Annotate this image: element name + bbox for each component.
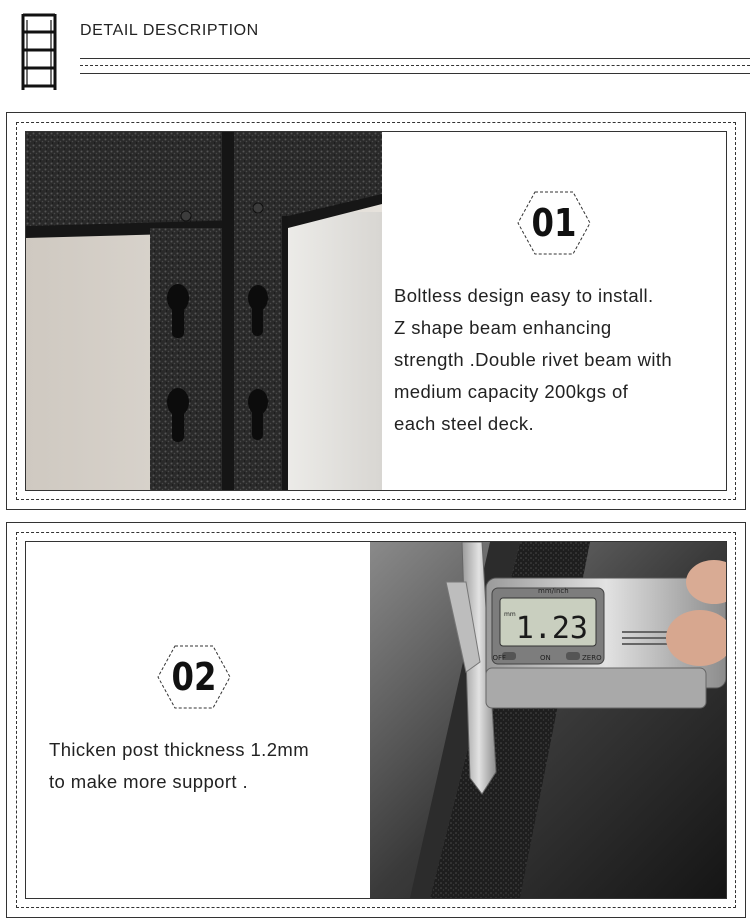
- detail-description: Thicken post thickness 1.2mm to make more support .: [49, 739, 310, 792]
- step-number-badge: [156, 644, 232, 710]
- on-label: ON: [540, 654, 551, 662]
- panel-content: [25, 541, 727, 899]
- zero-label: ZERO: [582, 654, 602, 662]
- panel-content: [25, 131, 727, 491]
- step-number-badge: [516, 190, 592, 256]
- detail-panel-2: [6, 522, 746, 918]
- caliper-reading: 1.23: [515, 611, 588, 646]
- caliper-measurement-photo: [370, 542, 726, 898]
- unit-label: mm/inch: [538, 587, 569, 595]
- detail-description: Boltless design easy to install. Z shape beam enhancing strength .Double rivet beam with medium capacity 200kgs of each steel deck.: [394, 285, 673, 434]
- step-number: 01: [531, 201, 577, 245]
- detail-panel-1: [6, 112, 746, 510]
- boltless-post-photo: [26, 132, 382, 490]
- divider: [80, 73, 750, 74]
- divider: [80, 58, 750, 59]
- mm-label: mm: [504, 611, 516, 618]
- step-number: 02: [171, 655, 217, 699]
- divider: [80, 65, 750, 66]
- section-title: DETAIL DESCRIPTION: [80, 22, 259, 39]
- off-label: OFF: [492, 654, 506, 662]
- shelf-icon: [18, 10, 60, 92]
